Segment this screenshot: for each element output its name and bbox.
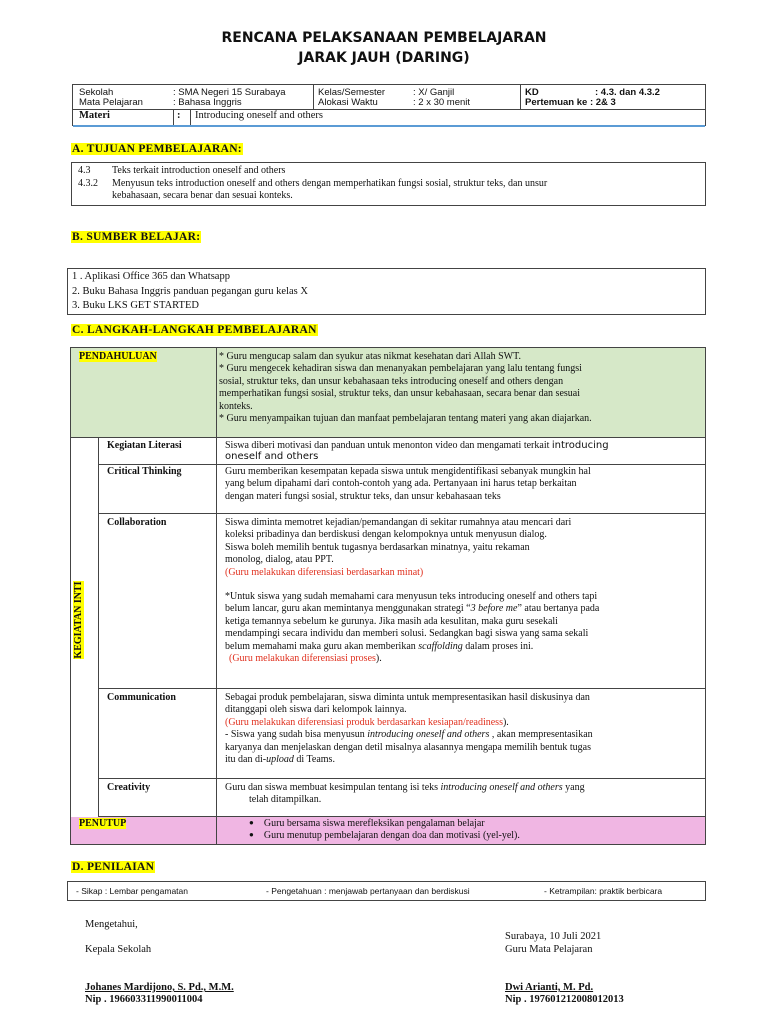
penutup-label-cell bbox=[71, 817, 217, 844]
tujuan-box bbox=[71, 162, 706, 206]
mengetahui-text: Mengetahui, bbox=[85, 919, 138, 930]
diferensiasi-minat-note: (Guru melakukan diferensiasi berdasarkan minat) bbox=[225, 566, 424, 578]
section-c-heading: C. LANGKAH-LANGKAH PEMBELAJARAN bbox=[72, 324, 317, 336]
penilaian-pengetahuan: - Pengetahuan : menjawab pertanyaan dan berdiskusi bbox=[266, 886, 470, 896]
literasi-content: Siswa diberi motivasi dan panduan untuk menonton video dan mengamati terkait introducing oneself and others bbox=[217, 438, 705, 465]
critical-label-cell bbox=[99, 465, 217, 514]
literasi-label: Kegiatan Literasi bbox=[107, 440, 182, 451]
document-title: RENCANA PELAKSANAAN PEMBELAJARAN bbox=[221, 30, 547, 46]
mapel-label: Mata Pelajaran bbox=[79, 97, 143, 108]
place-date: Surabaya, 10 Juli 2021 bbox=[505, 931, 602, 942]
tujuan-item: 4.3 Teks terkait introduction oneself and others bbox=[78, 165, 286, 176]
communication-content: Sebagai produk pembelajaran, siswa diminta untuk mempresentasikan hasil diskusinya dan ditanggapi oleh siswa dari kelompok lainnya. (Guru melakukan diferensiasi produk berdasarkan kesiapan/readiness). - Siswa yang sudah bisa menyusun introducing oneself and others , akan mempresentasikan karyanya dan menjelaskan dengan detil misalnya alasannya mengapa memilih bentuk tugas itu dan di-upload di Teams. bbox=[217, 689, 705, 779]
kd-label: KD bbox=[525, 87, 539, 98]
pendahuluan-line: memperhatikan fungsi sosial, struktur teks, dan unsur kebahasaan, secara benar dan sesuai bbox=[219, 388, 580, 400]
pendahuluan-content bbox=[217, 348, 705, 438]
document-subtitle: JARAK JAUH (DARING) bbox=[298, 50, 470, 66]
pendahuluan-line: * Guru mengucap salam dan syukur atas nikmat kesehatan dari Allah SWT. bbox=[219, 351, 521, 362]
pendahuluan-line: sosial, struktur teks, dan unsur kebahasaan teks introducing oneself and others dengan bbox=[219, 375, 564, 387]
pendahuluan-line: * Guru menyampaikan tujuan dan manfaat pembelajaran tentang materi yang akan diajarkan. bbox=[219, 413, 592, 425]
sumber-item: 1 . Aplikasi Office 365 dan Whatsapp bbox=[72, 271, 230, 282]
literasi-label-cell bbox=[99, 438, 217, 465]
kepala-sekolah-title: Kepala Sekolah bbox=[85, 944, 152, 955]
communication-label-cell bbox=[99, 689, 217, 779]
communication-label: Communication bbox=[107, 692, 176, 703]
kegiatan-inti-label: KEGIATAN INTI bbox=[73, 581, 84, 659]
alokasi-value: : 2 x 30 menit bbox=[413, 97, 471, 108]
alokasi-label: Alokasi Waktu bbox=[318, 97, 378, 108]
pendahuluan-line: konteks. bbox=[219, 400, 253, 412]
kepala-sekolah-name: Johanes Mardijono, S. Pd., M.M. bbox=[85, 982, 234, 993]
diferensiasi-produk-note: (Guru melakukan diferensiasi produk berdasarkan kesiapan/readiness bbox=[225, 716, 503, 728]
sumber-box bbox=[67, 268, 706, 315]
section-b-heading: B. SUMBER BELAJAR: bbox=[72, 231, 201, 243]
creativity-label: Creativity bbox=[107, 782, 151, 793]
materi-label: Materi bbox=[79, 110, 110, 121]
sumber-item: 2. Buku Bahasa Inggris panduan pegangan guru kelas X bbox=[72, 285, 308, 297]
guru-name: Dwi Arianti, M. Pd. bbox=[505, 982, 594, 993]
kelas-label: Kelas/Semester bbox=[318, 87, 386, 98]
penutup-label: PENUTUP bbox=[79, 818, 127, 829]
guru-title: Guru Mata Pelajaran bbox=[505, 944, 593, 955]
section-a-heading: A. TUJUAN PEMBELAJARAN: bbox=[72, 143, 242, 155]
kegiatan-inti-label-cell bbox=[71, 438, 99, 817]
diferensiasi-proses-note: (Guru melakukan diferensiasi proses bbox=[229, 653, 376, 665]
penilaian-keterampilan: - Ketrampilan: praktik berbicara bbox=[544, 886, 663, 896]
collaboration-label-cell bbox=[99, 514, 217, 689]
penilaian-box bbox=[67, 881, 706, 901]
kepala-sekolah-nip: Nip . 196603311990011004 bbox=[85, 994, 203, 1005]
creativity-label-cell bbox=[99, 779, 217, 817]
sekolah-value: : SMA Negeri 15 Surabaya bbox=[173, 87, 286, 98]
materi-value: Introducing oneself and others bbox=[195, 110, 324, 121]
pendahuluan-label-cell bbox=[71, 348, 217, 438]
tujuan-item: 4.3.2 Menyusun teks introduction oneself and others dengan memperhatikan fungsi sosial, struktur teks, dan unsur bbox=[78, 177, 548, 189]
creativity-content: Guru dan siswa membuat kesimpulan tentang isi teks introducing oneself and others yang telah ditampilkan. bbox=[217, 779, 705, 817]
materi-row bbox=[73, 110, 705, 127]
penutup-item: ● Guru menutup pembelajaran dengan doa dan motivasi (yel-yel). bbox=[249, 830, 705, 842]
pertemuan-label: Pertemuan ke : 2& 3 bbox=[525, 97, 616, 108]
critical-content: Guru memberikan kesempatan kepada siswa untuk mengidentifikasi sebanyak mungkin hal yang belum dipahami dari contoh-contoh yang ada. Pertanyaan ini harus tetap berkaitan dengan materi fungsi sosial, struktur teks, dan unsur kebahasaan teks bbox=[217, 465, 705, 514]
materi-colon: : bbox=[177, 110, 181, 121]
langkah-table bbox=[70, 347, 706, 845]
penutup-content bbox=[217, 817, 705, 844]
section-d-heading: D. PENILAIAN bbox=[72, 861, 155, 873]
pendahuluan-line: * Guru mengecek kehadiran siswa dan menanyakan pembelajaran yang lalu tentang fungsi bbox=[219, 363, 582, 375]
header-table bbox=[72, 84, 706, 126]
kd-value: : 4.3. dan 4.3.2 bbox=[595, 87, 660, 98]
penilaian-sikap: - Sikap : Lembar pengamatan bbox=[76, 886, 188, 896]
tujuan-item: kebahasaan, secara benar dan sesuai konteks. bbox=[112, 190, 293, 201]
sumber-item: 3. Buku LKS GET STARTED bbox=[72, 300, 199, 311]
penutup-item: ● Guru bersama siswa merefleksikan pengalaman belajar bbox=[249, 818, 705, 830]
kelas-value: : X/ Ganjil bbox=[413, 87, 455, 98]
sekolah-label: Sekolah bbox=[79, 87, 114, 98]
critical-thinking-label: Critical Thinking bbox=[107, 466, 182, 477]
collaboration-label: Collaboration bbox=[107, 517, 167, 528]
guru-nip: Nip . 197601212008012013 bbox=[505, 994, 624, 1005]
pendahuluan-label: PENDAHULUAN bbox=[79, 351, 157, 362]
collaboration-content: Siswa diminta memotret kejadian/pemandangan di sekitar rumahnya atau mencari dari koleksi pribadinya dan berdiskusi dengan kelompoknya untuk menyusun dialog. Siswa boleh memilih bentuk tugasnya berdasarkan minatnya, yaitu rekaman monolog, dialog, atau PPT. (Guru melakukan diferensiasi berdasarkan minat) *Untuk siswa yang sudah memahami cara menyusun teks introducing oneself and others tapi belum lancar, guru akan memintanya menggunakan strategi “3 before me” atau bertanya pada ketiga temannya sebelum ke gurunya. Jika masih ada kesulitan, maka guru sesekali mendampingi secara individu dan memberi solusi. Sedangkan bagi siswa yang sama sekali belum memahami maka guru akan memberikan scaffolding dalam proses ini. (Guru melakukan diferensiasi proses). bbox=[217, 514, 705, 689]
mapel-value: : Bahasa Inggris bbox=[173, 97, 242, 108]
